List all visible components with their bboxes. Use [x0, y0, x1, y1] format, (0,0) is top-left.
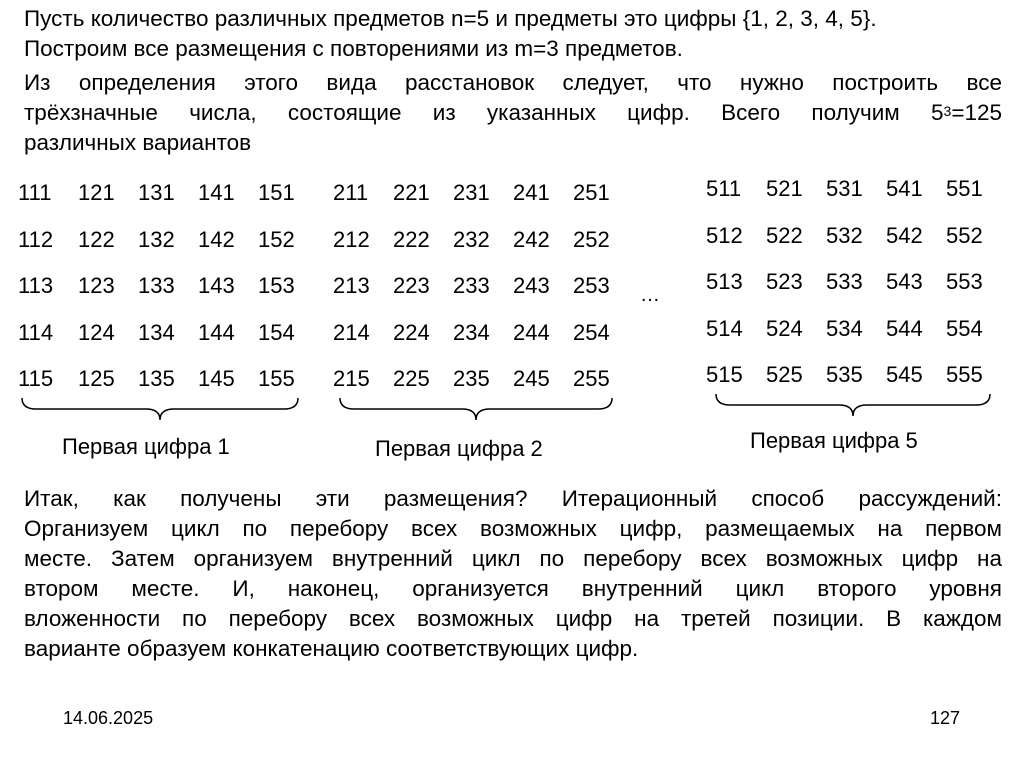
number-cell: 213 — [333, 273, 370, 298]
number-cell: 214 — [333, 319, 370, 345]
number-cell: 114 — [18, 319, 54, 345]
label-group-5: Первая цифра 5 — [750, 428, 918, 453]
number-cell: 515 — [706, 362, 743, 387]
number-cell: 242 — [513, 226, 550, 252]
conclusion-paragraph — [24, 484, 1002, 664]
number-cell: 124 — [78, 319, 115, 345]
intro-line-1: Пусть количество различных предметов n=5 и предметы это цифры {1, 2, 3, 4, 5}. — [24, 6, 877, 31]
page-number: 127 — [930, 708, 961, 728]
number-cell: 225 — [393, 366, 430, 391]
definition-line-2-result: =125 — [951, 100, 1002, 125]
number-cell: 233 — [453, 273, 490, 298]
number-cell: 145 — [198, 366, 235, 391]
number-cell: 211 — [333, 180, 369, 205]
number-cell: 541 — [886, 176, 923, 201]
conclusion-line: втором месте. И, наконец, организуется внутренний цикл второго уровня — [24, 576, 1002, 601]
number-cell: 551 — [946, 176, 983, 201]
number-cell: 544 — [886, 315, 923, 341]
number-cell: 235 — [453, 366, 490, 391]
number-cell: 221 — [393, 180, 430, 205]
number-cell: 243 — [513, 273, 550, 298]
number-cell: 512 — [706, 222, 743, 248]
definition-paragraph — [24, 68, 1002, 158]
number-cell: 521 — [766, 176, 803, 201]
number-cell: 133 — [138, 273, 175, 298]
number-cell: 513 — [706, 269, 743, 294]
number-cell: 231 — [453, 180, 490, 205]
number-cell: 152 — [258, 226, 295, 252]
number-cell: 215 — [333, 366, 370, 391]
number-cell: 245 — [513, 366, 550, 391]
exponent: 3 — [943, 103, 952, 119]
number-cell: 125 — [78, 366, 115, 391]
conclusion-line: Организуем цикл по перебору всех возможных цифр, размещаемых на первом — [24, 516, 1002, 541]
conclusion-line: Итак, как получены эти размещения? Итерационный способ рассуждений: — [24, 486, 1002, 511]
number-cell: 234 — [453, 319, 490, 345]
number-cell: 131 — [138, 180, 175, 205]
number-cell: 212 — [333, 226, 370, 252]
number-cell: 135 — [138, 366, 175, 391]
brace-group-2 — [338, 396, 614, 422]
brace-group-1 — [20, 396, 300, 422]
ellipsis: … — [640, 284, 660, 306]
number-cell: 545 — [886, 362, 923, 387]
number-cell: 543 — [886, 269, 923, 294]
number-cell: 553 — [946, 269, 983, 294]
number-cell: 113 — [18, 273, 54, 298]
number-cell: 531 — [826, 176, 863, 201]
conclusion-line: месте. Затем организуем внутренний цикл по перебору всех возможных цифр на — [24, 546, 1002, 571]
number-cell: 144 — [198, 319, 235, 345]
conclusion-line: вложенности по перебору всех возможных цифр на третей позиции. В каждом — [24, 606, 1002, 631]
number-cell: 254 — [573, 319, 610, 345]
number-cell: 123 — [78, 273, 115, 298]
number-cell: 232 — [453, 226, 490, 252]
number-cell: 154 — [258, 319, 295, 345]
number-cell: 533 — [826, 269, 863, 294]
number-cell: 251 — [573, 180, 610, 205]
label-group-1: Первая цифра 1 — [62, 434, 230, 459]
number-cell: 542 — [886, 222, 923, 248]
definition-line-2 — [24, 98, 1002, 128]
number-cell: 151 — [258, 180, 295, 205]
number-cell: 252 — [573, 226, 610, 252]
number-cell: 141 — [198, 180, 235, 205]
number-cell: 552 — [946, 222, 983, 248]
definition-line-3: различных вариантов — [24, 130, 252, 155]
number-cell: 142 — [198, 226, 235, 252]
number-cell: 535 — [826, 362, 863, 387]
number-cell: 554 — [946, 315, 983, 341]
number-cell: 112 — [18, 226, 54, 252]
number-cell: 115 — [18, 366, 54, 391]
number-cell: 121 — [78, 180, 115, 205]
number-cell: 255 — [573, 366, 610, 391]
number-cell: 253 — [573, 273, 610, 298]
number-cell: 224 — [393, 319, 430, 345]
number-cell: 132 — [138, 226, 175, 252]
number-cell: 155 — [258, 366, 295, 391]
number-cell: 514 — [706, 315, 743, 341]
label-group-2: Первая цифра 2 — [375, 436, 543, 461]
number-cell: 111 — [18, 180, 52, 205]
number-cell: 222 — [393, 226, 430, 252]
number-cell: 153 — [258, 273, 295, 298]
number-cell: 134 — [138, 319, 175, 345]
number-cell: 143 — [198, 273, 235, 298]
footer-date: 14.06.2025 — [63, 708, 154, 728]
definition-line-1: Из определения этого вида расстановок следует, что нужно построить все — [24, 70, 1002, 95]
number-cell: 525 — [766, 362, 803, 387]
intro-line-2: Построим все размещения с повторениями из m=3 предметов. — [24, 36, 683, 61]
number-cell: 532 — [826, 222, 863, 248]
number-cell: 523 — [766, 269, 803, 294]
intro-paragraph — [24, 4, 1002, 64]
conclusion-line: варианте образуем конкатенацию соответствующих цифр. — [24, 636, 639, 661]
number-cell: 241 — [513, 180, 550, 205]
number-cell: 511 — [706, 176, 742, 201]
number-cell: 534 — [826, 315, 863, 341]
definition-line-2-text: трёхзначные числа, состоящие из указанных цифр. Всего получим 5 — [24, 100, 944, 125]
number-cell: 522 — [766, 222, 803, 248]
number-cell: 223 — [393, 273, 430, 298]
number-cell: 555 — [946, 362, 983, 387]
brace-group-5 — [714, 392, 992, 418]
number-cell: 244 — [513, 319, 550, 345]
number-cell: 524 — [766, 315, 803, 341]
number-cell: 122 — [78, 226, 115, 252]
